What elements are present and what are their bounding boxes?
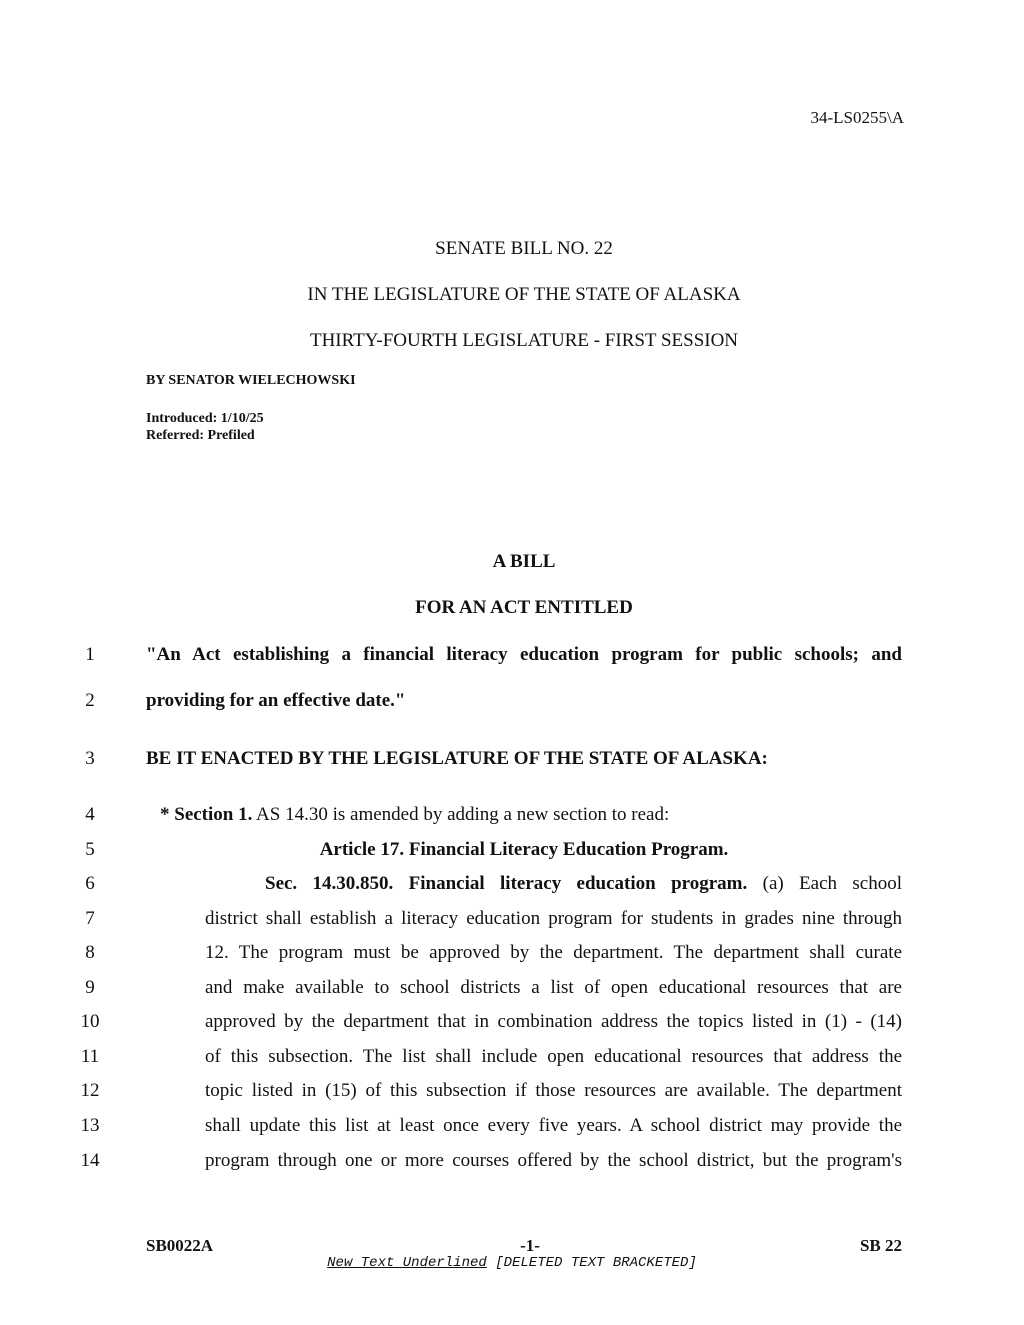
line-number: 5	[85, 839, 95, 860]
footer-bill-code: SB0022A	[146, 1236, 214, 1255]
section-text: AS 14.30 is amended by adding a new section to read:	[252, 804, 670, 825]
bill-text-line: providing for an effective date."	[146, 690, 406, 711]
sec-text: (a) Each school	[747, 873, 903, 894]
introduced-date: Introduced: 1/10/25	[146, 411, 264, 426]
bill-text-line: approved by the department that in combination address the topics listed in (1) - (14)	[205, 1011, 902, 1032]
enacting-clause: BE IT ENACTED BY THE LEGISLATURE OF THE STATE OF ALASKA:	[146, 748, 768, 769]
line-number: 4	[85, 804, 95, 825]
line-number: 1	[85, 644, 95, 665]
act-entitled-heading: FOR AN ACT ENTITLED	[415, 597, 633, 618]
line-number: 8	[85, 942, 95, 963]
document-id: 34-LS0255\A	[810, 108, 904, 127]
line-number: 13	[80, 1115, 100, 1136]
line-number: 11	[80, 1046, 100, 1067]
sec-heading: Sec. 14.30.850. Financial literacy education program.	[265, 873, 748, 894]
bill-text-line: 12. The program must be approved by the department. The department shall curate	[205, 942, 902, 963]
session-line: THIRTY-FOURTH LEGISLATURE - FIRST SESSION	[309, 330, 739, 351]
legislature-line: IN THE LEGISLATURE OF THE STATE OF ALASKA	[307, 284, 741, 305]
section-line	[160, 804, 669, 826]
line-number: 3	[85, 748, 95, 769]
bill-title: SENATE BILL NO. 22	[435, 238, 613, 259]
line-number: 7	[85, 908, 95, 929]
a-bill-heading: A BILL	[492, 551, 556, 572]
line-number: 9	[85, 977, 95, 998]
line-number: 10	[80, 1011, 100, 1032]
bill-text-line: shall update this list at least once every five years. A school district may provide the	[205, 1115, 902, 1136]
article-heading: Article 17. Financial Literacy Education Program.	[319, 839, 729, 860]
sponsor: BY SENATOR WIELECHOWSKI	[146, 373, 356, 388]
section-label: * Section 1.	[160, 804, 253, 825]
line-number: 2	[85, 690, 95, 711]
line-number: 12	[80, 1080, 100, 1101]
bill-text-line: topic listed in (15) of this subsection if those resources are available. The department	[205, 1080, 902, 1101]
legend-deleted-text: [DELETED TEXT BRACKETED]	[495, 1255, 697, 1271]
legend-new-text: New Text Underlined	[327, 1255, 487, 1271]
bill-text-line: district shall establish a literacy education program for students in grades nine through	[205, 908, 902, 929]
line-number: 14	[80, 1150, 100, 1171]
bill-text-line: program through one or more courses offered by the school district, but the program's	[205, 1150, 902, 1171]
bill-text-line: and make available to school districts a list of open educational resources that are	[205, 977, 902, 998]
footer-page-number: -1-	[520, 1236, 540, 1255]
footer-bill-number: SB 22	[859, 1236, 902, 1255]
bill-text-line: of this subsection. The list shall include open educational resources that address the	[205, 1046, 902, 1067]
footer-legend	[0, 1255, 1024, 1271]
line-number: 6	[85, 873, 95, 894]
referred-status: Referred: Prefiled	[146, 428, 255, 443]
sec-line	[265, 873, 902, 895]
bill-text-line: "An Act establishing a financial literacy education program for public schools; and	[146, 644, 902, 665]
